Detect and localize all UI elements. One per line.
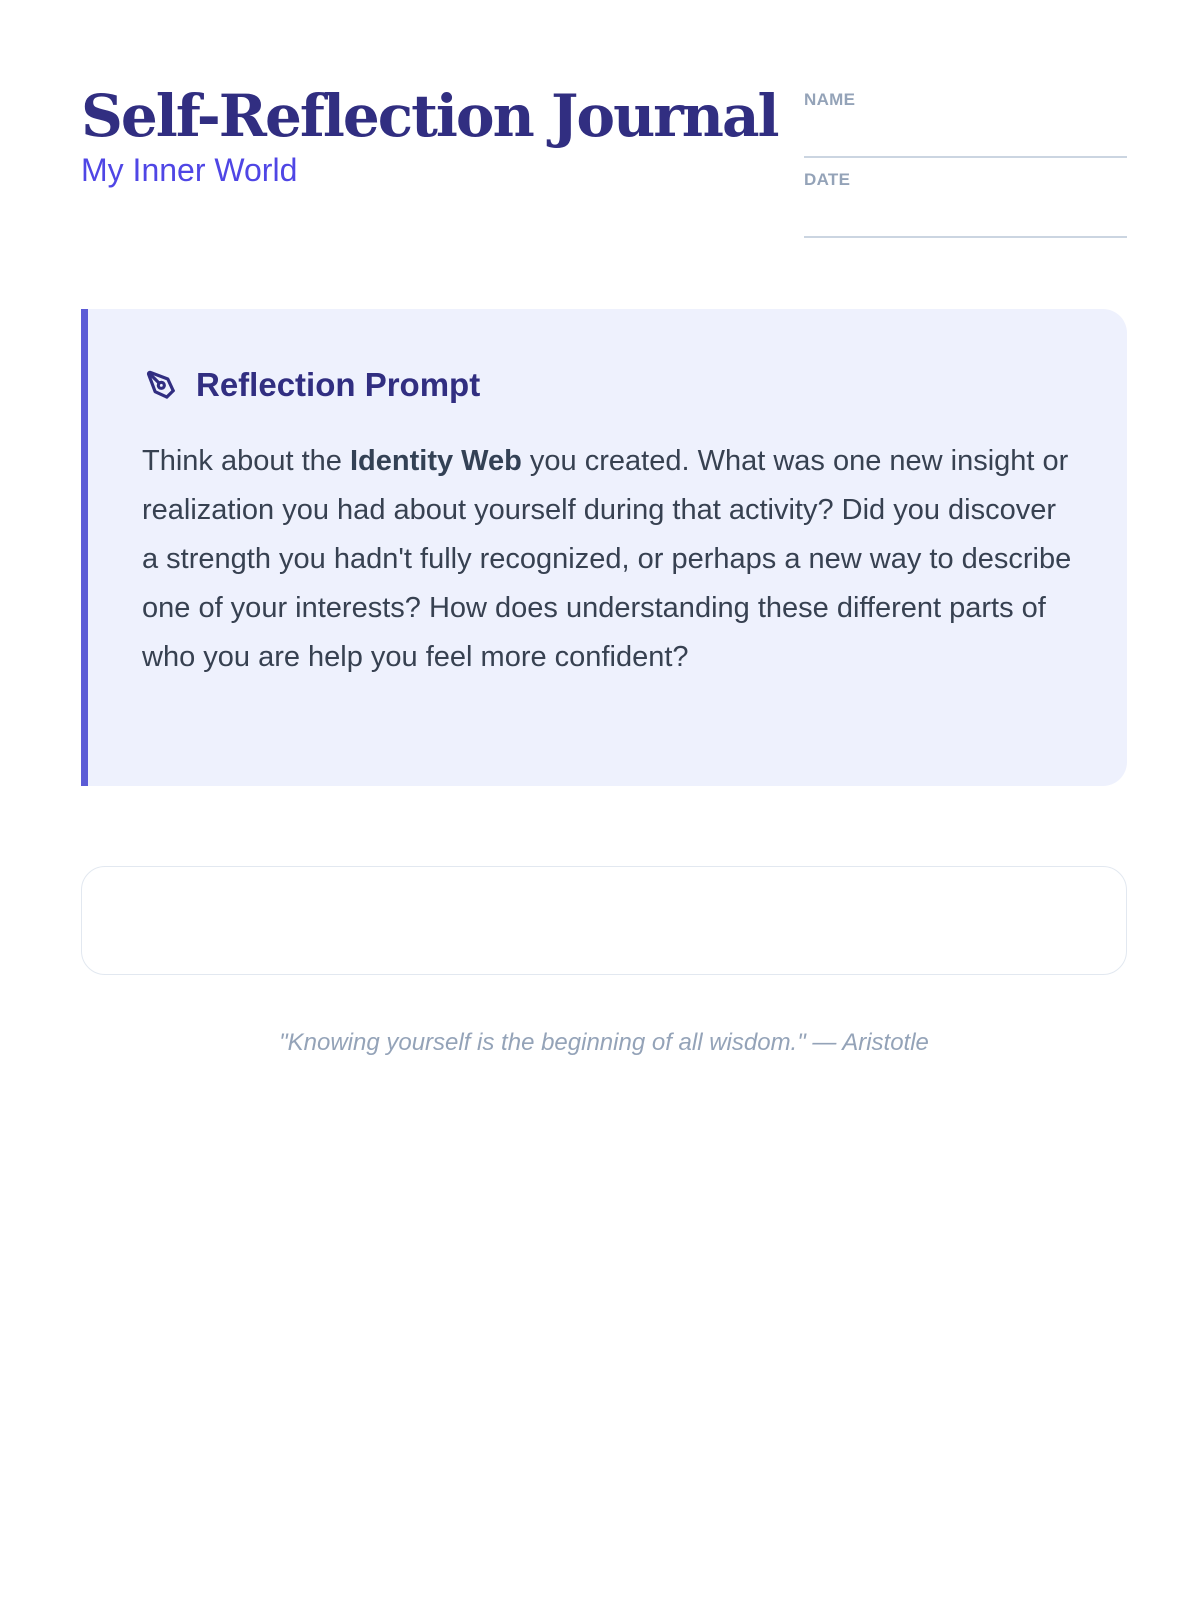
name-label: NAME <box>804 90 856 109</box>
prompt-text-after: you created. What was one new insight or realization you had about yourself during that activity? Did you discover a strength you hadn't fully recognized, or perhaps a new way to describe one of your interests? How does understanding these different parts of who you are help you feel more confident? <box>142 445 1072 673</box>
name-input[interactable] <box>804 116 1131 154</box>
footer-quote: "Knowing yourself is the beginning of all wisdom." — Aristotle <box>279 1029 929 1056</box>
response-box <box>81 866 1127 975</box>
reflection-prompt-card <box>81 309 1127 786</box>
prompt-text <box>142 437 1072 682</box>
header <box>81 0 1127 260</box>
response-input[interactable] <box>106 883 1102 958</box>
prompt-text-before: Think about the <box>142 445 350 477</box>
prompt-heading: Reflection Prompt <box>196 366 481 403</box>
date-input[interactable] <box>804 196 1131 234</box>
prompt-text-bold: Identity Web <box>349 445 522 477</box>
date-label: DATE <box>804 170 851 189</box>
page-title: Self-Reflection Journal <box>81 82 778 150</box>
prompt-header <box>142 365 480 405</box>
date-field <box>804 166 1127 238</box>
name-field <box>804 86 1127 158</box>
page-subtitle: My Inner World <box>81 152 298 188</box>
pen-nib-icon <box>142 366 180 404</box>
